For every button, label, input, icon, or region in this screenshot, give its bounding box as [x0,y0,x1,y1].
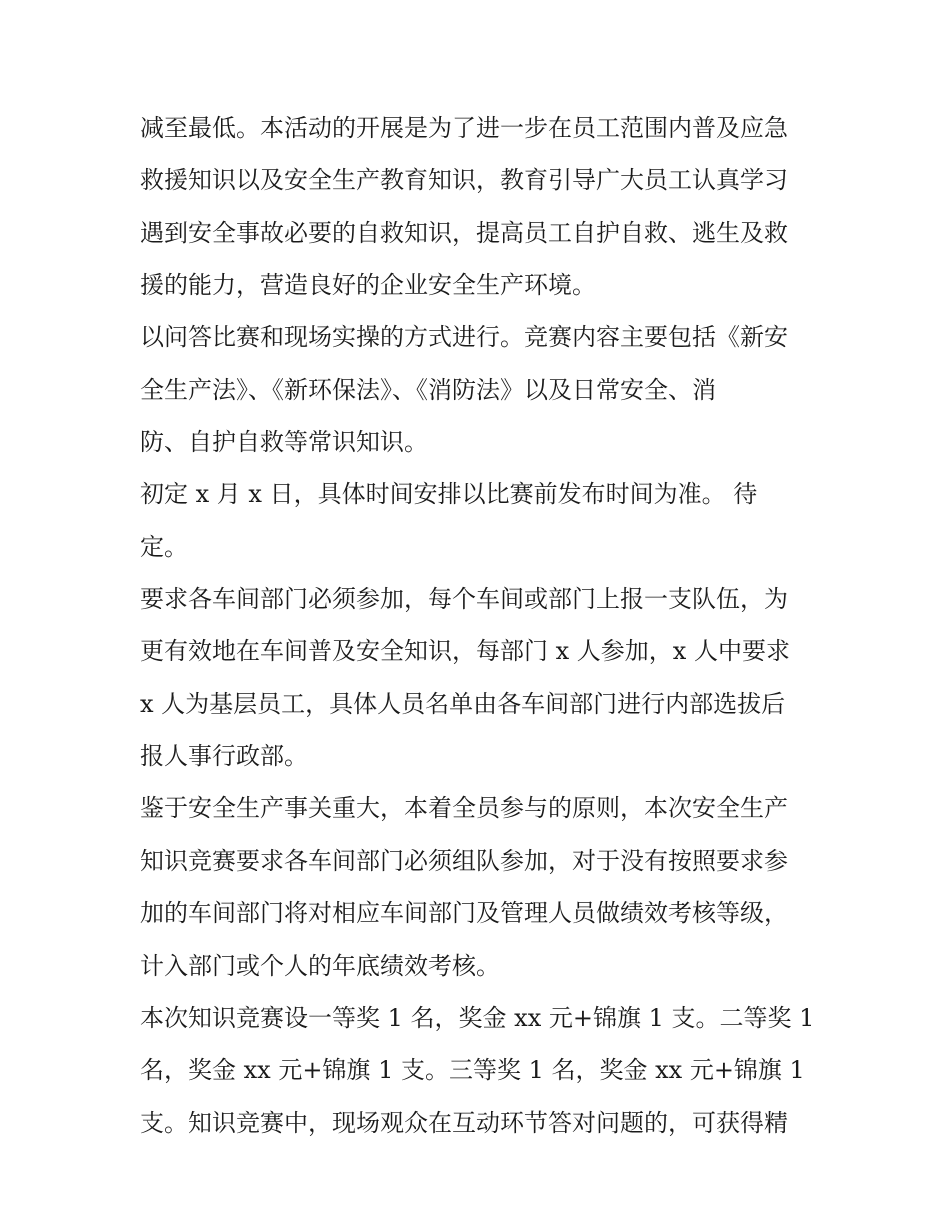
text-line: 支。知识竞赛中，现场观众在互动环节答对问题的，可获得精 [140,1108,788,1137]
paragraph-requirements [140,782,820,991]
text-line: 以问答比赛和现场实操的方式进行。竞赛内容主要包括《新安 [140,323,788,352]
text-line: 名，奖金 xx 元+锦旗 1 支。三等奖 1 名，奖金 xx 元+锦旗 1 [140,1056,805,1085]
text-line: 减至最低。本活动的开展是为了进一步在员工范围内普及应急 [140,114,788,142]
text-line: 要求各车间部门必须参加，每个车间或部门上报一支队伍，为 [140,585,788,614]
paragraph-purpose [140,102,820,311]
paragraph-participants [140,573,820,782]
paragraph-awards [140,992,820,1149]
text-line: 知识竞赛要求各车间部门必须组队参加，对于没有按照要求参 [140,846,788,875]
text-line: 鉴于安全生产事关重大，本着全员参与的原则，本次安全生产 [140,794,788,823]
paragraph-format [140,311,820,468]
text-line: 防、自护自救等常识知识。 [140,428,428,457]
text-line: 定。 [140,532,188,561]
text-line: 援的能力，营造良好的企业安全生产环境。 [140,271,596,300]
paragraph-time [140,468,820,573]
text-line: 救援知识以及安全生产教育知识，教育引导广大员工认真学习 [140,166,788,195]
text-line: 计入部门或个人的年底绩效考核。 [140,951,500,980]
text-line: 全生产法》、《新环保法》、《消防法》以及日常安全、消 [140,375,716,404]
document-body [140,102,820,1149]
text-line: 更有效地在车间普及安全知识，每部门 x 人参加，x 人中要求 [140,637,790,666]
text-line: 初定 x 月 x 日，具体时间安排以比赛前发布时间为准。 待 [140,480,758,509]
text-line: 本次知识竞赛设一等奖 1 名，奖金 xx 元+锦旗 1 支。二等奖 1 [140,1003,815,1032]
text-line: 报人事行政部。 [140,742,308,771]
text-line: 加的车间部门将对相应车间部门及管理人员做绩效考核等级， [140,899,788,928]
text-line: 遇到安全事故必要的自救知识，提高员工自护自救、逃生及救 [140,218,788,247]
text-line: x 人为基层员工，具体人员名单由各车间部门进行内部选拔后 [140,689,786,718]
